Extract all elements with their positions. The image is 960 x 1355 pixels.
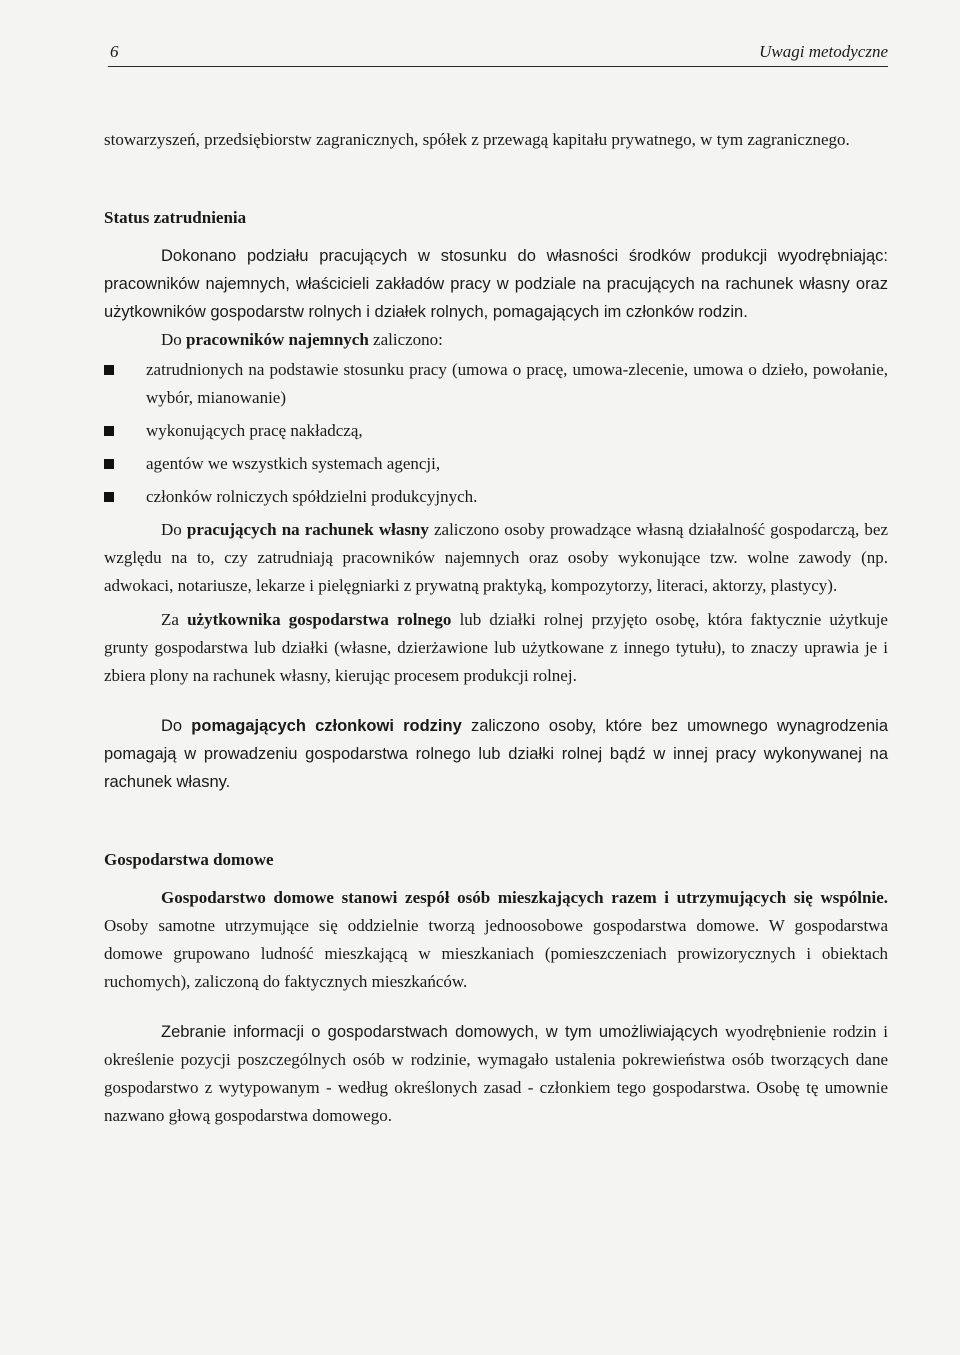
- farm-user-term: użytkownika gospodarstwa rolnego: [187, 610, 452, 629]
- page-header: [108, 40, 888, 67]
- own-account-paragraph: [104, 516, 888, 600]
- list-item-text: zatrudnionych na podstawie stosunku pracy (umowa o pracę, umowa-zlecenie, umowa o dzieło, powołanie, wybór, mianowanie): [146, 360, 888, 407]
- page-number: 6: [110, 42, 119, 61]
- page-body: [104, 126, 888, 1130]
- bullet-square-icon: [104, 492, 114, 502]
- employees-term: pracowników najemnych: [186, 330, 369, 349]
- list-item-text: agentów we wszystkich systemach agencji,: [146, 454, 441, 473]
- running-title: Uwagi metodyczne: [759, 42, 888, 61]
- own-account-text: zaliczono osoby prowadzące własną działalność gospodarczą, bez względu na to, czy zatrudniają pracowników najemnych oraz osoby wykonujące tzw. wolne zawody (np. adwokaci, notariusze, lekarze i pielęgniarki z prywatną praktyką, kompozytorzy, literaci, aktorzy, plastycy).: [104, 520, 888, 595]
- farm-user-prefix: Za: [161, 610, 188, 629]
- list-item-text: wykonujących pracę nakładczą,: [146, 421, 363, 440]
- households-paragraph-2: [104, 1018, 888, 1130]
- own-account-prefix: Do: [161, 520, 187, 539]
- households-definition: Gospodarstwo domowe stanowi zespół osób mieszkających razem i utrzymujących się wspólnie.: [161, 888, 888, 907]
- status-paragraph-1: Dokonano podziału pracujących w stosunku do własności środków produkcji wyodrębniając: pracowników najemnych, właścicieli zakładów pracy w podziale na pracujących na rachunek własny oraz użytkowników gospodarstw rolnych i działek rolnych, pomagających im członków rodzin.: [104, 247, 888, 321]
- farm-user-text: lub działki rolnej przyjęto osobę, która faktycznie użytkuje grunty gospodarstwa lub działki (własne, dzierżawione lub użytkowane z innego tytułu), to znaczy uprawia je i zbiera plony na rachunek własny, kierując procesem produkcji rolnej.: [104, 610, 888, 685]
- family-term: pomagających członkowi rodziny: [191, 717, 462, 735]
- households-p2-lead: Zebranie informacji o gospodarstwach domowych, w tym umożliwiających: [161, 1023, 719, 1041]
- section-heading-status: Status zatrudnienia: [104, 208, 247, 227]
- list-item: [104, 417, 888, 445]
- list-item-text: członków rolniczych spółdzielni produkcyjnych.: [146, 487, 478, 506]
- list-item: [104, 483, 888, 511]
- family-helper-paragraph: [104, 712, 888, 796]
- bullet-square-icon: [104, 459, 114, 469]
- employees-intro: [104, 326, 888, 354]
- farm-user-paragraph: [104, 606, 888, 690]
- households-p1-text: Osoby samotne utrzymujące się oddzielnie tworzą jednoosobowe gospodarstwa domowe. W gospodarstwa domowe grupowano ludność mieszkającą w mieszkaniach (pomieszczeniach prowizorycznych i obiektach ruchomych), zaliczoną do faktycznych mieszkańców.: [104, 916, 888, 991]
- households-p2-text: wyodrębnienie rodzin i określenie pozycji poszczególnych osób w rodzinie, wymagało ustalenia pokrewieństwa osób tworzących dane gospodarstwo z wytypowanym - według określonych zasad - członkiem tego gospodarstwa. Osobę tę umownie nazwano głową gospodarstwa domowego.: [104, 1022, 888, 1125]
- section-heading-households: Gospodarstwa domowe: [104, 850, 274, 869]
- family-text: zaliczono osoby, które bez umownego wynagrodzenia pomagają w prowadzeniu gospodarstwa rolnego lub działki rolnej bądź w innej pracy wykonywanej na rachunek własny.: [104, 717, 888, 791]
- bullet-square-icon: [104, 365, 114, 375]
- list-item: [104, 356, 888, 412]
- employees-prefix: Do: [161, 330, 187, 349]
- intro-continuation: stowarzyszeń, przedsiębiorstw zagranicznych, spółek z przewagą kapitału prywatnego, w tym zagranicznego.: [104, 130, 850, 149]
- family-prefix: Do: [161, 717, 192, 735]
- list-item: [104, 450, 888, 478]
- employees-suffix: zaliczono:: [368, 330, 443, 349]
- employees-list: [104, 356, 888, 511]
- bullet-square-icon: [104, 426, 114, 436]
- households-paragraph-1: [104, 884, 888, 996]
- own-account-term: pracujących na rachunek własny: [186, 520, 429, 539]
